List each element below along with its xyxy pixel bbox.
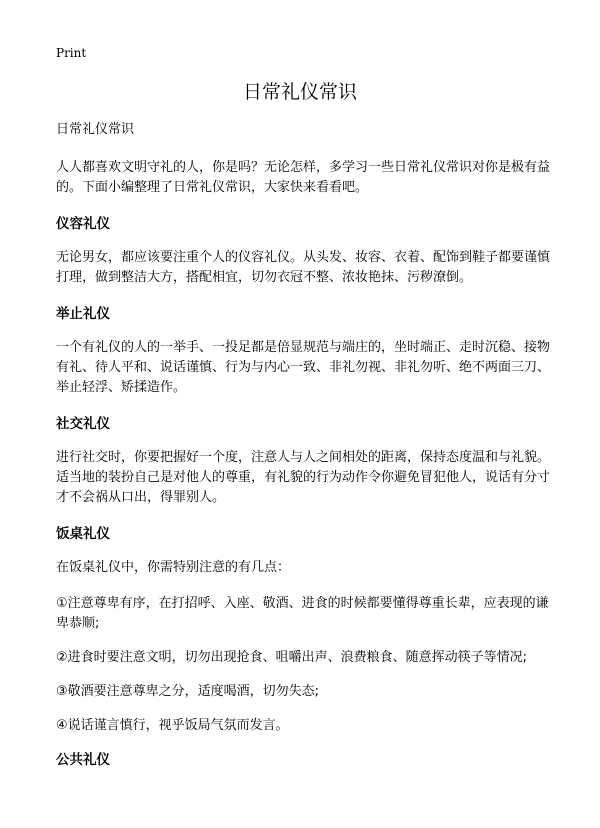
section-heading-social: 社交礼仪 <box>56 416 110 432</box>
section-heading-public: 公共礼仪 <box>56 752 110 768</box>
section-heading-appearance: 仪容礼仪 <box>56 216 110 232</box>
page-title: 日常礼仪常识 <box>242 81 357 103</box>
section-text-dining: 在饭桌礼仪中，你需特别注意的有几点： <box>56 560 291 575</box>
section-text-appearance: 无论男女，都应该要注重个人的仪容礼仪。从头发、妆容、衣着、配饰到鞋子都要谨慎打理，做到整洁大方，搭配相宜，切勿衣冠不整、浓妆艳抹、污秽潦倒。 <box>56 250 551 285</box>
article-subtitle: 日常礼仪常识 <box>56 122 135 137</box>
section-heading-behavior: 举止礼仪 <box>56 306 110 322</box>
print-label[interactable]: Print <box>56 46 87 60</box>
dining-item-3: ③敬酒要注意尊卑之分，适度喝酒，切勿失态; <box>56 684 320 699</box>
section-text-behavior: 一个有礼仪的人的一举手、一投足都是倍显规范与端庄的，坐时端正、走时沉稳、接物有礼、待人平和、说话谨慎、行为与内心一致、非礼勿视、非礼勿听、绝不两面三刀、举止轻浮、矫揉造作。 <box>56 340 551 395</box>
dining-item-4: ④说话谨言慎行，视乎饭局气氛而发言。 <box>56 718 289 733</box>
section-heading-dining: 饭桌礼仪 <box>56 526 110 542</box>
dining-item-1: ①注意尊卑有序，在打招呼、入座、敬酒、进食的时候都要懂得尊重长辈，应表现的谦卑恭顺; <box>56 596 549 631</box>
article-body <box>56 120 550 784</box>
intro-paragraph: 人人都喜欢文明守礼的人，你是吗？无论怎样，多学习一些日常礼仪常识对你是极有益的。下面小编整理了日常礼仪常识，大家快来看看吧。 <box>56 160 551 195</box>
section-text-social: 进行社交时，你要把握好一个度，注意人与人之间相处的距离，保持态度温和与礼貌。适当地的装扮自己是对他人的尊重，有礼貌的行为动作令你避免冒犯他人，说话有分寸才不会祸从口出，得罪别人。 <box>56 450 551 505</box>
dining-item-2: ②进食时要注意文明，切勿出现抢食、咀嚼出声、浪费粮食、随意挥动筷子等情况; <box>56 650 528 665</box>
